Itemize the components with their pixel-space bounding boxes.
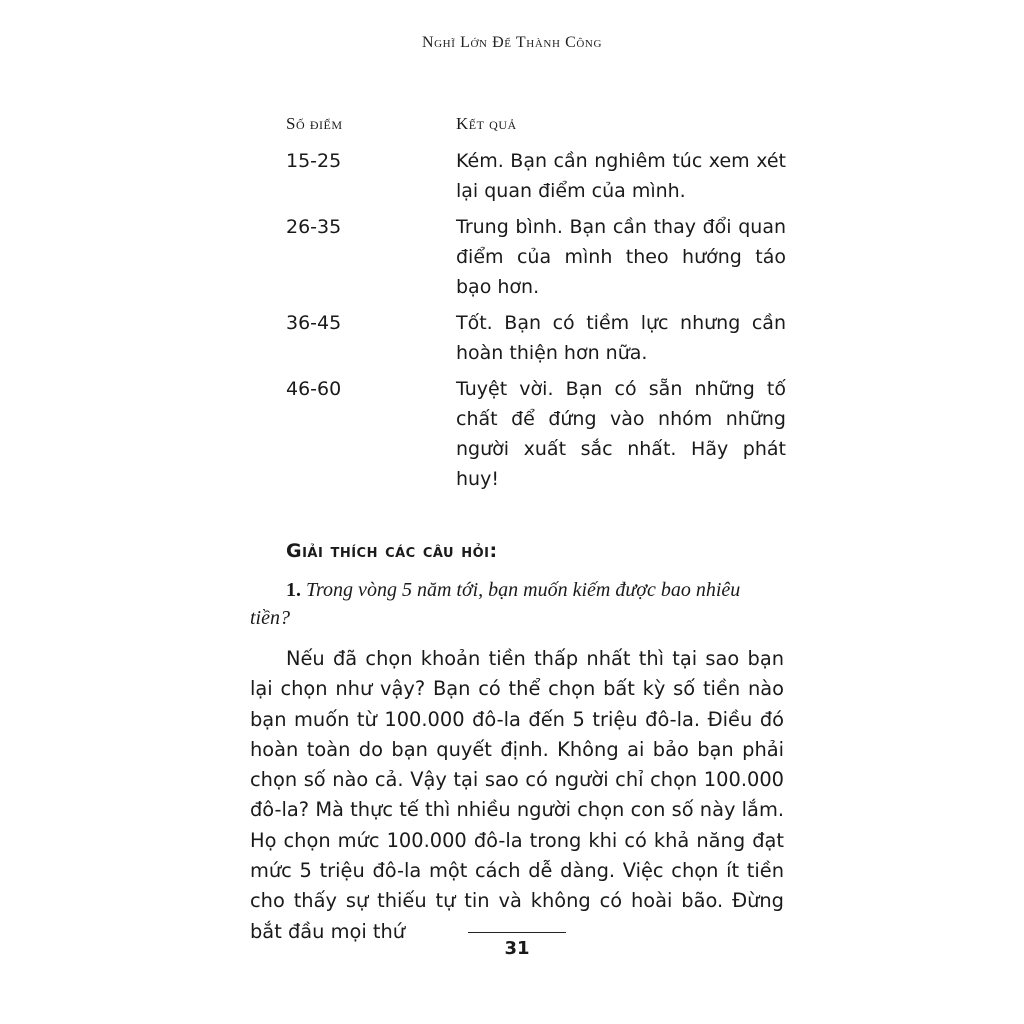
- score-result: Kém. Bạn cần nghiêm túc xem xét lại quan điểm của mình.: [456, 150, 786, 202]
- score-result: Trung bình. Bạn cần thay đổi quan điểm của mình theo hướng táo bạo hơn.: [456, 216, 786, 298]
- score-column-header: Số điểm: [286, 114, 343, 133]
- running-head: Nghĩ Lớn Để Thành Công: [421, 34, 602, 51]
- page-number: 31: [504, 938, 530, 959]
- score-result: Tuyệt vời. Bạn có sẵn những tố chất để đứng vào nhóm những người xuất sắc nhất. Hãy phát huy!: [456, 378, 786, 490]
- score-range: 36-45: [286, 312, 342, 334]
- result-column-header: Kết quả: [456, 114, 517, 133]
- score-row: [286, 374, 786, 494]
- question-number: 1.: [286, 579, 301, 601]
- question-1: [250, 576, 784, 632]
- score-row: [286, 146, 786, 206]
- score-range: 46-60: [286, 378, 342, 400]
- score-range: 26-35: [286, 216, 342, 238]
- body-paragraph: Nếu đã chọn khoản tiền thấp nhất thì tại sao bạn lại chọn như vậy? Bạn có thể chọn bất kỳ số tiền nào bạn muốn từ 100.000 đô-la đến 5 triệu đô-la. Điều đó hoàn toàn do bạn quyết định. Không ai bảo bạn phải chọn số nào cả. Vậy tại sao có người chỉ chọn 100.000 đô-la? Mà thực tế thì nhiều người chọn con số này lắm. Họ chọn mức 100.000 đô-la trong khi có khả năng đạt mức 5 triệu đô-la một cách dễ dàng. Việc chọn ít tiền cho thấy sự thiếu tự tin và không có hoài bão. Đừng bắt đầu mọi thứ: [250, 647, 784, 943]
- score-result: Tốt. Bạn có tiềm lực nhưng cần hoàn thiện hơn nữa.: [456, 312, 786, 364]
- score-table: [286, 108, 786, 500]
- page-number-rule: [468, 932, 566, 933]
- question-text: Trong vòng 5 năm tới, bạn muốn kiếm được bao nhiêu tiền?: [250, 579, 741, 629]
- score-table-header: [286, 108, 786, 134]
- score-row: [286, 308, 786, 368]
- score-range: 15-25: [286, 150, 342, 172]
- score-row: [286, 212, 786, 302]
- section-title: Giải thích các câu hỏi:: [286, 540, 498, 562]
